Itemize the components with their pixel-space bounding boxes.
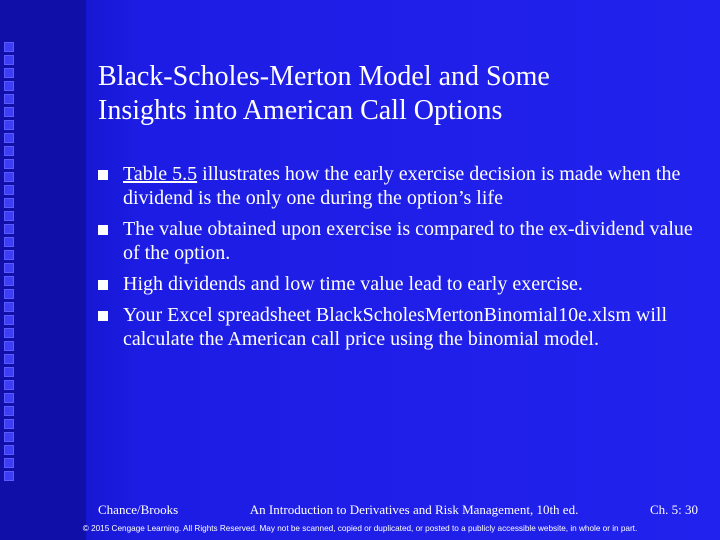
decorative-square: [4, 406, 14, 416]
decorative-square: [4, 380, 14, 390]
decorative-square: [4, 237, 14, 247]
decorative-square: [4, 302, 14, 312]
decorative-square: [4, 94, 14, 104]
footer-page-number: Ch. 5: 30: [649, 502, 698, 517]
slide-footer: [98, 502, 698, 518]
decorative-square: [4, 198, 14, 208]
square-bullet-icon: [98, 311, 108, 321]
bullet-text-1: [123, 162, 696, 210]
decorative-square: [4, 172, 14, 182]
decorative-square: [4, 276, 14, 286]
decorative-square: [4, 68, 14, 78]
decorative-square: [4, 471, 14, 481]
decorative-squares: [4, 42, 18, 484]
square-bullet-icon: [98, 280, 108, 290]
bullet-text-3: High dividends and low time value lead to early exercise.: [123, 273, 583, 295]
decorative-square: [4, 185, 14, 195]
title-line-2: Insights into American Call Options: [98, 95, 503, 126]
decorative-square: [4, 393, 14, 403]
decorative-square: [4, 250, 14, 260]
bullet-text-2: The value obtained upon exercise is compared to the ex-dividend value of the option.: [123, 218, 693, 264]
copyright-notice: © 2015 Cengage Learning. All Rights Reserved. May not be scanned, copied or duplicated, or posted to a publicly accessible website, in whole or in part.: [82, 524, 638, 533]
decorative-square: [4, 354, 14, 364]
square-bullet-icon: [98, 170, 108, 180]
decorative-square: [4, 81, 14, 91]
table-5-5-link[interactable]: Table 5.5: [123, 163, 198, 185]
bullet-item-4: [96, 303, 696, 351]
bullet-text-1-rest: illustrates how the early exercise decision is made when the dividend is the only one during the option’s life: [123, 163, 681, 209]
decorative-square: [4, 107, 14, 117]
decorative-square: [4, 458, 14, 468]
bullet-list: [96, 162, 696, 358]
bullet-text-4: Your Excel spreadsheet BlackScholesMertonBinomial10e.xlsm will calculate the American call price using the binomial model.: [123, 304, 667, 350]
slide-title: [98, 60, 698, 128]
decorative-square: [4, 42, 14, 52]
decorative-square: [4, 341, 14, 351]
left-decorative-strip: [0, 0, 86, 540]
bullet-item-1: [96, 162, 696, 210]
decorative-square: [4, 159, 14, 169]
decorative-square: [4, 445, 14, 455]
footer-book-title: An Introduction to Derivatives and Risk Management, 10th ed.: [249, 502, 579, 517]
decorative-square: [4, 120, 14, 130]
square-bullet-icon: [98, 225, 108, 235]
decorative-square: [4, 289, 14, 299]
decorative-square: [4, 133, 14, 143]
title-line-1: Black-Scholes-Merton Model and Some: [98, 61, 550, 92]
bullet-item-2: [96, 217, 696, 265]
decorative-square: [4, 224, 14, 234]
decorative-square: [4, 419, 14, 429]
decorative-square: [4, 211, 14, 221]
decorative-square: [4, 55, 14, 65]
footer-author: Chance/Brooks: [98, 502, 179, 517]
decorative-square: [4, 328, 14, 338]
decorative-square: [4, 432, 14, 442]
decorative-square: [4, 367, 14, 377]
decorative-square: [4, 146, 14, 156]
bullet-item-3: [96, 272, 696, 296]
decorative-square: [4, 263, 14, 273]
decorative-square: [4, 315, 14, 325]
